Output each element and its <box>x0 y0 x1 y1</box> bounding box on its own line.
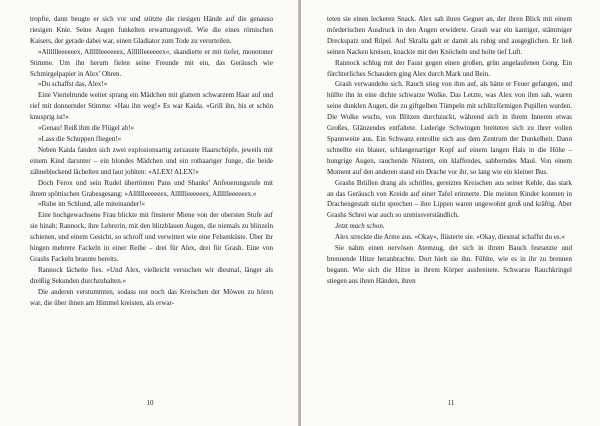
paragraph: Grashs Brüllen drang als schrilles, gereiztes Kreischen aus seiner Kehle, das stark an das Geräusch von Kreide auf einer Tafel erinnerte. Die meisten Kinder konnten in Drachengestalt nicht sprechen – ihre Lippen waren ungewohnt groß und kräftig. Aber Grashs Schrei war auch so unmissverständlich. <box>327 178 572 220</box>
paragraph: Grash verwandelte sich. Rauch stieg von ihm auf, als hätte er Feuer gefangen, und hüllte ihn in eine dichte schwarze Wolke. Das Letzte, was Alex von ihm sah, waren seine dunklen Augen, die zu giftgelben Tümpeln mit schlitzförmigen Pupillen wurden. Die Wolke wuchs, von Blitzen durchzuckt, während sich in ihrem Inneren etwas Großes, Glänzendes entfaltete. Lederige Schwingen breiteten sich zu ihrer vollen Spannweite aus. Ein Schwanz entrollte sich aus dem Zentrum der Dunkelheit. Dann schnellte ein blauer, schlangenartiger Kopf auf einem langen Hals in die Höhe – hungrige Augen, rauchende Nüstern, ein klaffendes, sabberndes Maul. Von einem Moment auf den anderen stand ein Drache vor ihr, so lang wie ein kleiner Bus. <box>327 80 572 176</box>
paragraph: Neben Kaida fanden sich zwei explosionsartig zerzauste Haarschöpfe, jeweils mit einem Kind darunter – ein blondes Mädchen und ein rothaariger Junge, die beide zähnebleckend lächelten und laut johlten: »ALEX! ALEX!« <box>30 145 273 176</box>
paragraph: Sie nahm einen nervösen Atemzug, der sich in ihrem Bauch festsetzte und brennende Hitze heranbrachte. Dort hielt sie ihn. Fühlte, wie es in ihr zu brennen begann. Wie sich die Hitze in ihrem Körper ausbreitete. Schwarze Rauchkringel stiegen aus ihren Händen, ihren <box>327 244 572 285</box>
paragraph: »Lass die Schuppen fliegen!« <box>38 134 122 143</box>
paragraph: Die anderen verstummten, sodass nur noch das Kreischen der Möwen zu hören war, die über ihnen am Himmel kreisten, als erwar- <box>30 287 273 307</box>
paragraph: teten sie einen leckeren Snack. Alex sah ihren Gegner an, der ihren Blick mit einem mörderischen Ausdruck in den Augen erwiderte. Grash war ein kantiger, stämmiger Dreckspatz und Rüpel. Auf Skralla galt er damit als ruhig und ausgeglichen. Er ließ seinen Nacken kreisen, knackte mit den Knöcheln und holte tief Luft. <box>327 15 572 56</box>
paragraph: Doch Ferox und sein Rudel übertönten Pans und Shanks’ Anfeuerungsrufe mit ihrem spöttischen Grabesgesang: »Alllllleeeeeex, Alllllleeeeeex, Alllllleeeeeex.« <box>30 178 273 198</box>
paragraph: »Du schaffst das, Alex!« <box>38 80 108 89</box>
paragraph: Eine Viertelrunde weiter sprang ein Mädchen mit glattem schwarzem Haar auf und rief mit donnernder Stimme: »Hau ihn weg!« Es war Kaida. »Grill ihn, bis er schön knusprig ist!« <box>30 91 273 122</box>
left-page-text <box>30 14 273 308</box>
left-page <box>0 0 299 426</box>
paragraph: »Ruhe im Schlund, alle miteinander!« <box>38 200 145 209</box>
page-number-left: 10 <box>146 399 154 407</box>
page-number-right: 11 <box>447 399 455 407</box>
right-page-text <box>327 14 572 287</box>
paragraph: »Alllllleeeeeex, Alllllleeeeeex, Alllllleeeeeex«, skandierte er mit tiefer, monotoner Stimme. Um ihn herum fielen seine Freunde mit ein, das Geräusch wie Schmirgelpapier in Alex’ Ohren. <box>30 47 273 78</box>
paragraph: Eine hochgewachsene Frau blickte mit finsterer Miene von der obersten Stufe auf sie hinab: Rannock, ihre Lehrerin, mit den blitzblauen Augen, die niemals zu blinzeln schienen, und einem Gesicht, so schroff und verwittert wie eine Felsenküste. Über ihr hingen mehrere Fackeln in einer Reihe – drei für Alex, drei für Grash. Eine von Grashs Fackeln brannte bereits. <box>30 211 273 263</box>
paragraph: Rannock lächelte fies. »Und Alex, vielleicht versuchen wir diesmal, länger als dreißig Sekunden durchzuhalten.« <box>30 265 273 285</box>
paragraph: tropfte, dann beugte er sich vor und stützte die riesigen Hände auf die genauso riesigen Knie. Seine Augen funkelten erwartungsvoll. Wie die eines römischen Kaisers, der gerade dabei war, einen Gladiator zum Tode zu verurteilen. <box>30 15 273 45</box>
right-page <box>301 0 600 426</box>
paragraph: »Genau! Reiß ihm die Flügel ab!« <box>38 124 135 133</box>
paragraph: Jetzt mach schon. <box>335 222 385 231</box>
paragraph: Rannock schlug mit der Faust gegen einen großen, grün angelaufenen Gong. Ein fürchterliches Schaudern ging Alex durch Mark und Bein. <box>327 58 572 78</box>
paragraph: Alex streckte die Arme aus. »Okay«, flüsterte sie. »Okay, diesmal schaffst du es.« <box>335 233 565 242</box>
